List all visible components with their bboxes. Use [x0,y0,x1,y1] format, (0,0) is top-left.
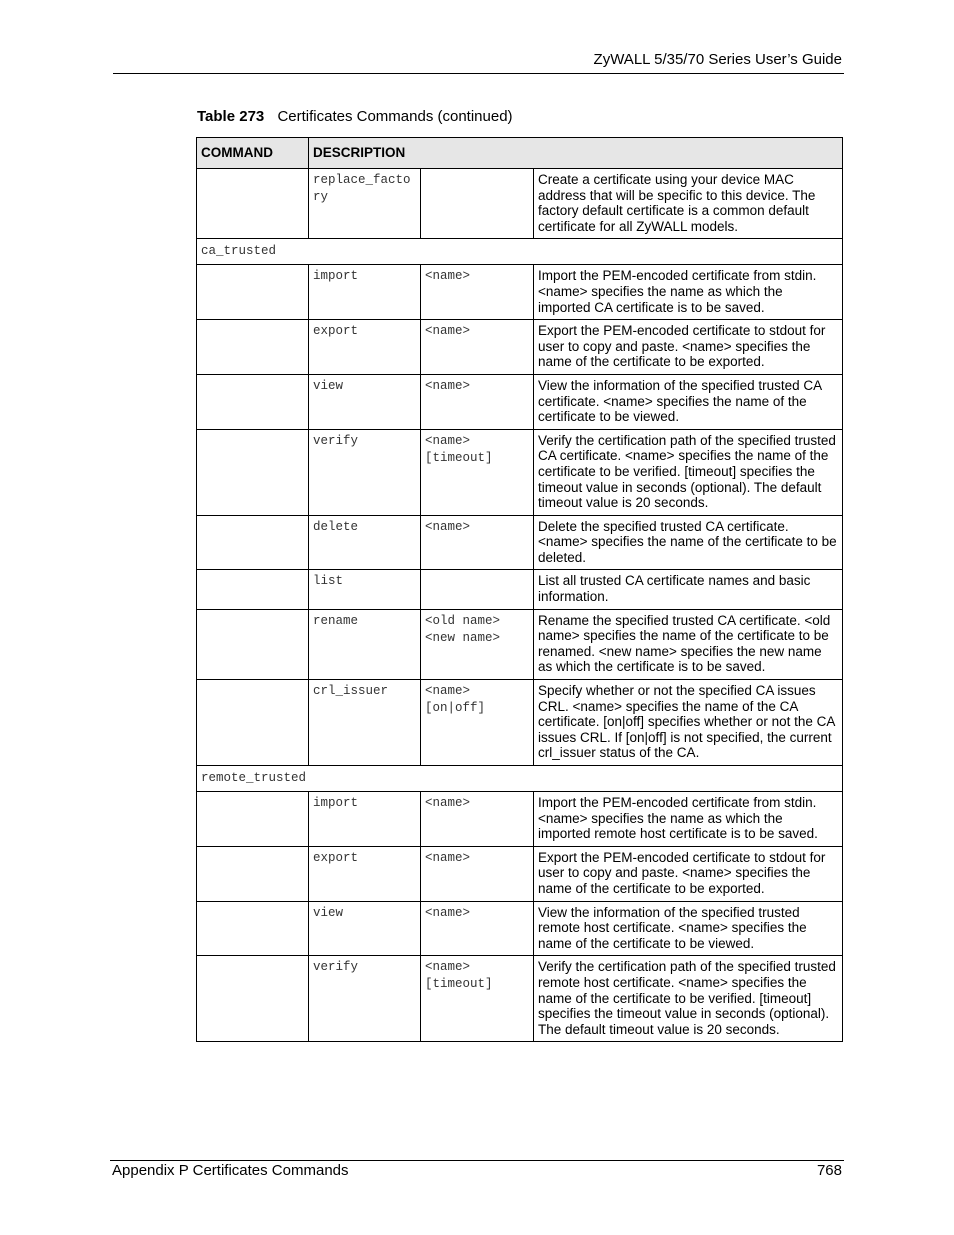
subcommand-name: import [313,796,359,810]
command-cell [197,169,309,239]
subcommand-cell [309,320,421,375]
table-row [197,429,843,515]
table-row [197,901,843,956]
argument: <name> [425,796,471,810]
argument: <name> [425,433,471,448]
header-rule [113,73,844,74]
table-row [197,956,843,1042]
command-cell [197,374,309,429]
table-row [197,609,843,679]
command-cell [197,515,309,570]
subcommand-name: export [313,850,359,865]
arguments-cell [421,570,534,609]
table-group-row [197,766,843,792]
argument: <name> [425,269,471,284]
footer-section-title: Appendix P Certificates Commands [112,1162,349,1179]
table-number: Table 273 [197,108,265,125]
command-cell [197,265,309,320]
subcommand-name: crl_issuer [313,684,389,699]
argument: [on|off] [425,701,486,716]
subcommand-cell [309,956,421,1042]
arguments-cell [421,609,534,679]
description-cell: View the information of the specified trusted remote host certificate. <name> specifies the name of the certificate to be viewed. [534,901,843,956]
certificates-commands-table [196,137,843,1042]
argument: <old name> [425,613,501,628]
group-command-label: remote_trusted [201,771,307,785]
page-number: 768 [816,1162,842,1179]
subcommand-cell [309,792,421,847]
argument: <name> [425,960,471,975]
command-cell [197,792,309,847]
argument: <name> [425,905,471,920]
subcommand-name: import [313,269,359,284]
table-group-row [197,239,843,265]
description-cell: Verify the certification path of the specified trusted CA certificate. <name> specifies the name of the certificate to be verified. [timeout] specifies the timeout value in seconds (optional). The default timeout value is 20 seconds. [534,429,843,515]
description-cell: Export the PEM-encoded certificate to stdout for user to copy and paste. <name> specifies the name of the certificate to be exported. [534,320,843,375]
command-cell [197,570,309,609]
arguments-cell [421,901,534,956]
table-row [197,265,843,320]
argument: [timeout] [425,977,493,992]
argument: <name> [425,378,471,393]
arguments-cell [421,429,534,515]
subcommand-name: list [313,574,344,589]
arguments-cell [421,515,534,570]
command-cell [197,901,309,956]
table-row [197,320,843,375]
header-description: DESCRIPTION [309,138,843,169]
subcommand-name: verify [313,960,359,975]
table-row [197,570,843,609]
table-row [197,846,843,901]
table-caption-text: Certificates Commands (continued) [277,108,513,125]
table-body [197,169,843,1042]
argument: [timeout] [425,450,493,465]
description-cell: Rename the specified trusted CA certificate. <old name> specifies the name of the certificate to be renamed. <new name> specifies the new name as which the certificate is to be saved. [534,609,843,679]
subcommand-cell [309,570,421,609]
command-cell [197,320,309,375]
subcommand-name: view [313,378,344,393]
command-cell [197,956,309,1042]
subcommand-cell [309,609,421,679]
arguments-cell [421,320,534,375]
description-cell: Import the PEM-encoded certificate from stdin. <name> specifies the name as which the imported CA certificate is to be saved. [534,265,843,320]
table-row [197,680,843,766]
group-label-cell [197,766,843,792]
running-header: ZyWALL 5/35/70 Series User’s Guide [593,51,842,68]
subcommand-name: delete [313,519,359,534]
command-cell [197,680,309,766]
table-caption [197,108,513,125]
subcommand-name: export [313,324,359,339]
footer-rule [110,1160,844,1161]
command-cell [197,846,309,901]
subcommand-name: replace_factory [313,173,411,204]
argument: <name> [425,684,471,699]
arguments-cell [421,169,534,239]
arguments-cell [421,374,534,429]
arguments-cell [421,956,534,1042]
argument: <name> [425,324,471,339]
subcommand-name: verify [313,433,359,448]
description-cell: Import the PEM-encoded certificate from stdin. <name> specifies the name as which the imported remote host certificate is to be saved. [534,792,843,847]
description-cell: View the information of the specified trusted CA certificate. <name> specifies the name of the certificate to be viewed. [534,374,843,429]
description-cell: List all trusted CA certificate names and basic information. [534,570,843,609]
subcommand-name: view [313,905,344,920]
subcommand-cell [309,846,421,901]
subcommand-name: rename [313,613,359,628]
subcommand-cell [309,901,421,956]
argument: <name> [425,850,471,865]
arguments-cell [421,265,534,320]
description-cell: Create a certificate using your device MAC address that will be specific to this device. The factory default certificate is a common default certificate for all ZyWALL models. [534,169,843,239]
table-header-row [197,138,843,169]
table-row [197,515,843,570]
description-cell: Verify the certification path of the specified trusted remote host certificate. <name> specifies the name of the certificate to be verified. [timeout] specifies the timeout value in seconds (optional). The default timeout value is 20 seconds. [534,956,843,1042]
group-label-cell [197,239,843,265]
table-row [197,169,843,239]
header-command: COMMAND [197,138,309,169]
command-cell [197,429,309,515]
description-cell: Specify whether or not the specified CA issues CRL. <name> specifies the name of the CA certificate. [on|off] specifies whether or not the CA issues CRL. If [on|off] is not specified, the current crl_issuer status of the CA. [534,680,843,766]
subcommand-cell [309,265,421,320]
description-cell: Export the PEM-encoded certificate to stdout for user to copy and paste. <name> specifies the name of the certificate to be exported. [534,846,843,901]
subcommand-cell [309,169,421,239]
subcommand-cell [309,374,421,429]
subcommand-cell [309,680,421,766]
group-command-label: ca_trusted [201,244,277,259]
subcommand-cell [309,515,421,570]
table-row [197,374,843,429]
argument: <new name> [425,630,501,645]
arguments-cell [421,680,534,766]
arguments-cell [421,846,534,901]
arguments-cell [421,792,534,847]
subcommand-cell [309,429,421,515]
command-cell [197,609,309,679]
description-cell: Delete the specified trusted CA certificate. <name> specifies the name of the certificate to be deleted. [534,515,843,570]
argument: <name> [425,519,471,534]
table-row [197,792,843,847]
